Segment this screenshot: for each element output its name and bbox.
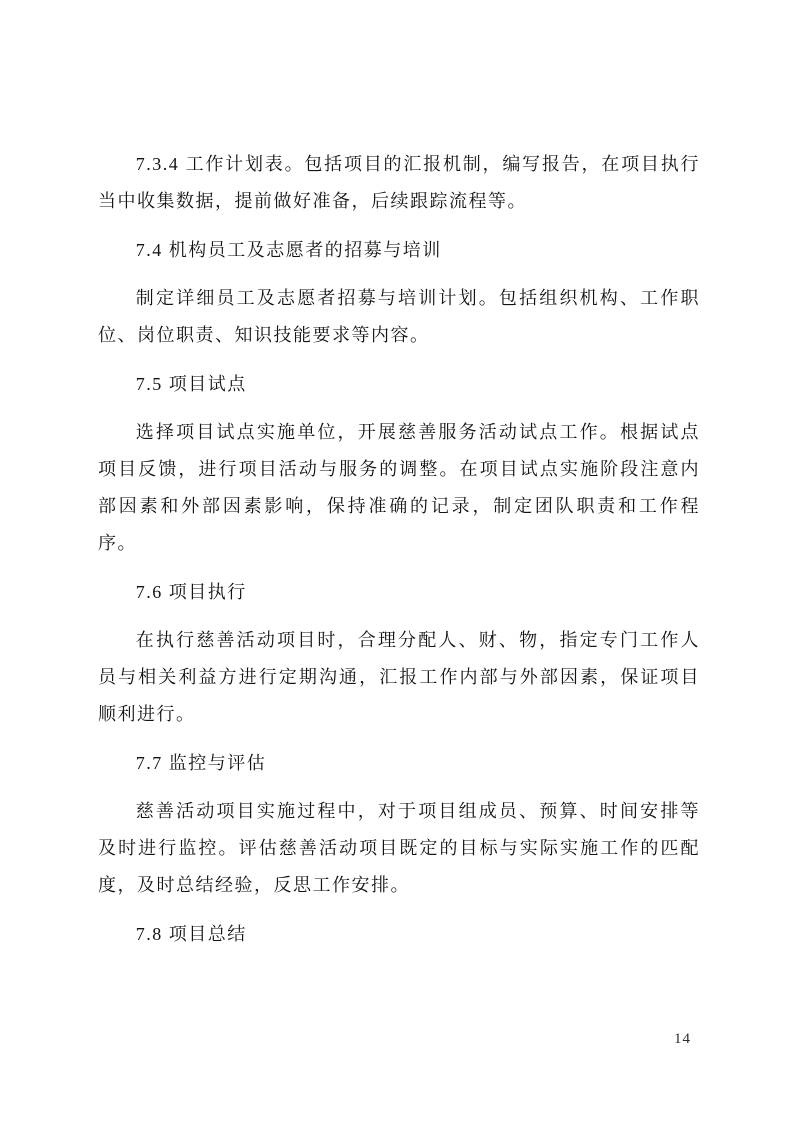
body-paragraph: 在执行慈善活动项目时，合理分配人、财、物，指定专门工作人员与相关利益方进行定期沟通，汇报工作内部与外部因素，保证项目顺利进行。 bbox=[98, 630, 700, 724]
section-heading: 7.6 项目执行 bbox=[135, 581, 247, 602]
document-body bbox=[98, 146, 700, 953]
body-paragraph: 制定详细员工及志愿者招募与培训计划。包括组织机构、工作职位、岗位职责、知识技能要求等内容。 bbox=[98, 288, 700, 345]
section-heading: 7.7 监控与评估 bbox=[135, 752, 267, 773]
body-paragraph: 慈善活动项目实施过程中，对于项目组成员、预算、时间安排等及时进行监控。评估慈善活动项目既定的目标与实际实施工作的匹配度，及时总结经验，反思工作安排。 bbox=[98, 801, 700, 895]
body-paragraph: 选择项目试点实施单位，开展慈善服务活动试点工作。根据试点项目反馈，进行项目活动与服务的调整。在项目试点实施阶段注意内部因素和外部因素影响，保持准确的记录，制定团队职责和工作程序。 bbox=[98, 422, 700, 553]
body-paragraph: 7.3.4 工作计划表。包括项目的汇报机制，编写报告，在项目执行当中收集数据，提前做好准备，后续跟踪流程等。 bbox=[98, 154, 700, 211]
page-number: 14 bbox=[674, 1031, 691, 1047]
section-heading: 7.5 项目试点 bbox=[135, 373, 247, 394]
section-heading: 7.8 项目总结 bbox=[135, 923, 247, 944]
section-heading: 7.4 机构员工及志愿者的招募与培训 bbox=[135, 239, 442, 260]
